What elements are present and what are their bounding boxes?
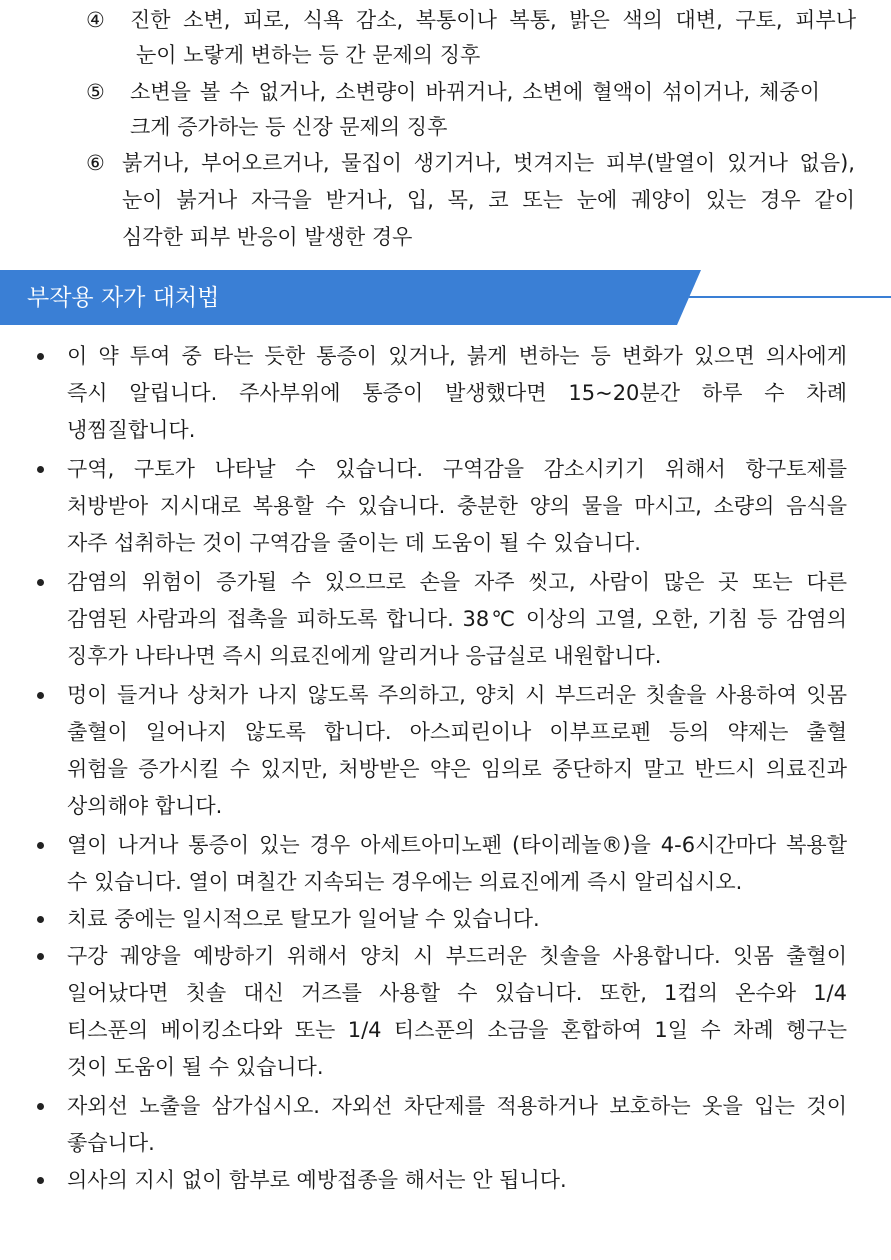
numbered-line: 눈이 노랗게 변하는 등 간 문제의 징후	[136, 43, 481, 67]
bullet-line: 위험을 증가시킬 수 있지만, 처방받은 약은 임의로 중단하지 말고 반드시 의료진과	[67, 757, 847, 781]
bullet-dot	[37, 916, 44, 923]
bullet-line: 티스푼의 베이킹소다와 또는 1/4 티스푼의 소금을 혼합하여 1일 수 차례 헹구는	[67, 1018, 847, 1042]
bullet-line: 치료 중에는 일시적으로 탈모가 일어날 수 있습니다.	[67, 907, 540, 931]
bullet-line: 출혈이 일어나지 않도록 합니다. 아스피린이나 이부프로펜 등의 약제는 출혈	[67, 720, 847, 744]
bullet-line: 좋습니다.	[67, 1131, 155, 1155]
bullet-line: 이 약 투여 중 타는 듯한 통증이 있거나, 붉게 변하는 등 변화가 있으면 의사에게	[67, 344, 847, 368]
numbered-line: 심각한 피부 반응이 발생한 경우	[122, 225, 413, 249]
numbered-line: 진한 소변, 피로, 식욕 감소, 복통이나 복통, 밝은 색의 대변, 구토, 피부나	[130, 8, 856, 32]
section-header	[0, 270, 891, 325]
bullet-dot	[37, 1177, 44, 1184]
bullet-dot	[37, 466, 44, 473]
bullet-line: 처방받아 지시대로 복용할 수 있습니다. 충분한 양의 물을 마시고, 소량의 음식을	[67, 494, 847, 518]
bullet-line: 수 있습니다. 열이 며칠간 지속되는 경우에는 의료진에게 즉시 알리십시오.	[67, 870, 743, 894]
bullet-line: 자주 섭취하는 것이 구역감을 줄이는 데 도움이 될 수 있습니다.	[67, 531, 641, 555]
bullet-dot	[37, 953, 44, 960]
bullet-dot	[37, 579, 44, 586]
bullet-line: 구역, 구토가 나타날 수 있습니다. 구역감을 감소시키기 위해서 항구토제를	[67, 457, 847, 481]
bullet-line: 즉시 알립니다. 주사부위에 통증이 발생했다면 15~20분간 하루 수 차례	[67, 381, 847, 405]
bullet-line: 징후가 나타나면 즉시 의료진에게 알리거나 응급실로 내원합니다.	[67, 644, 662, 668]
bullet-dot	[37, 1103, 44, 1110]
numbered-line: 크게 증가하는 등 신장 문제의 징후	[130, 115, 448, 139]
numbered-line: 소변을 볼 수 없거나, 소변량이 바뀌거나, 소변에 혈액이 섞이거나, 체중이	[130, 80, 820, 104]
bullet-line: 것이 도움이 될 수 있습니다.	[67, 1055, 324, 1079]
bullet-line: 열이 나거나 통증이 있는 경우 아세트아미노펜 (타이레놀®)을 4-6시간마다 복용할	[67, 833, 847, 857]
numbered-marker: ④	[86, 8, 105, 32]
bullet-line: 일어났다면 칫솔 대신 거즈를 사용할 수 있습니다. 또한, 1컵의 온수와 1/4	[67, 981, 847, 1005]
bullet-line: 자외선 노출을 삼가십시오. 자외선 차단제를 적용하거나 보호하는 옷을 입는 것이	[67, 1094, 847, 1118]
bullet-line: 멍이 들거나 상처가 나지 않도록 주의하고, 양치 시 부드러운 칫솔을 사용하여 잇몸	[67, 683, 847, 707]
numbered-line: 붉거나, 부어오르거나, 물집이 생기거나, 벗겨지는 피부(발열이 있거나 없음),	[122, 151, 855, 175]
bullet-line: 의사의 지시 없이 함부로 예방접종을 해서는 안 됩니다.	[67, 1168, 567, 1192]
numbered-line: 눈이 붉거나 자극을 받거나, 입, 목, 코 또는 눈에 궤양이 있는 경우 같이	[122, 188, 855, 212]
bullet-line: 상의해야 합니다.	[67, 794, 223, 818]
bullet-line: 구강 궤양을 예방하기 위해서 양치 시 부드러운 칫솔을 사용합니다. 잇몸 출혈이	[67, 944, 847, 968]
bullet-dot	[37, 692, 44, 699]
bullet-dot	[37, 842, 44, 849]
numbered-marker: ⑥	[86, 151, 105, 175]
bullet-dot	[37, 353, 44, 360]
bullet-line: 냉찜질합니다.	[67, 418, 196, 442]
section-title: 부작용 자가 대처법	[27, 285, 220, 311]
bullet-line: 감염된 사람과의 접촉을 피하도록 합니다. 38℃ 이상의 고열, 오한, 기침 등 감염의	[67, 607, 847, 631]
bullet-line: 감염의 위험이 증가될 수 있으므로 손을 자주 씻고, 사람이 많은 곳 또는 다른	[67, 570, 847, 594]
numbered-marker: ⑤	[86, 80, 105, 104]
